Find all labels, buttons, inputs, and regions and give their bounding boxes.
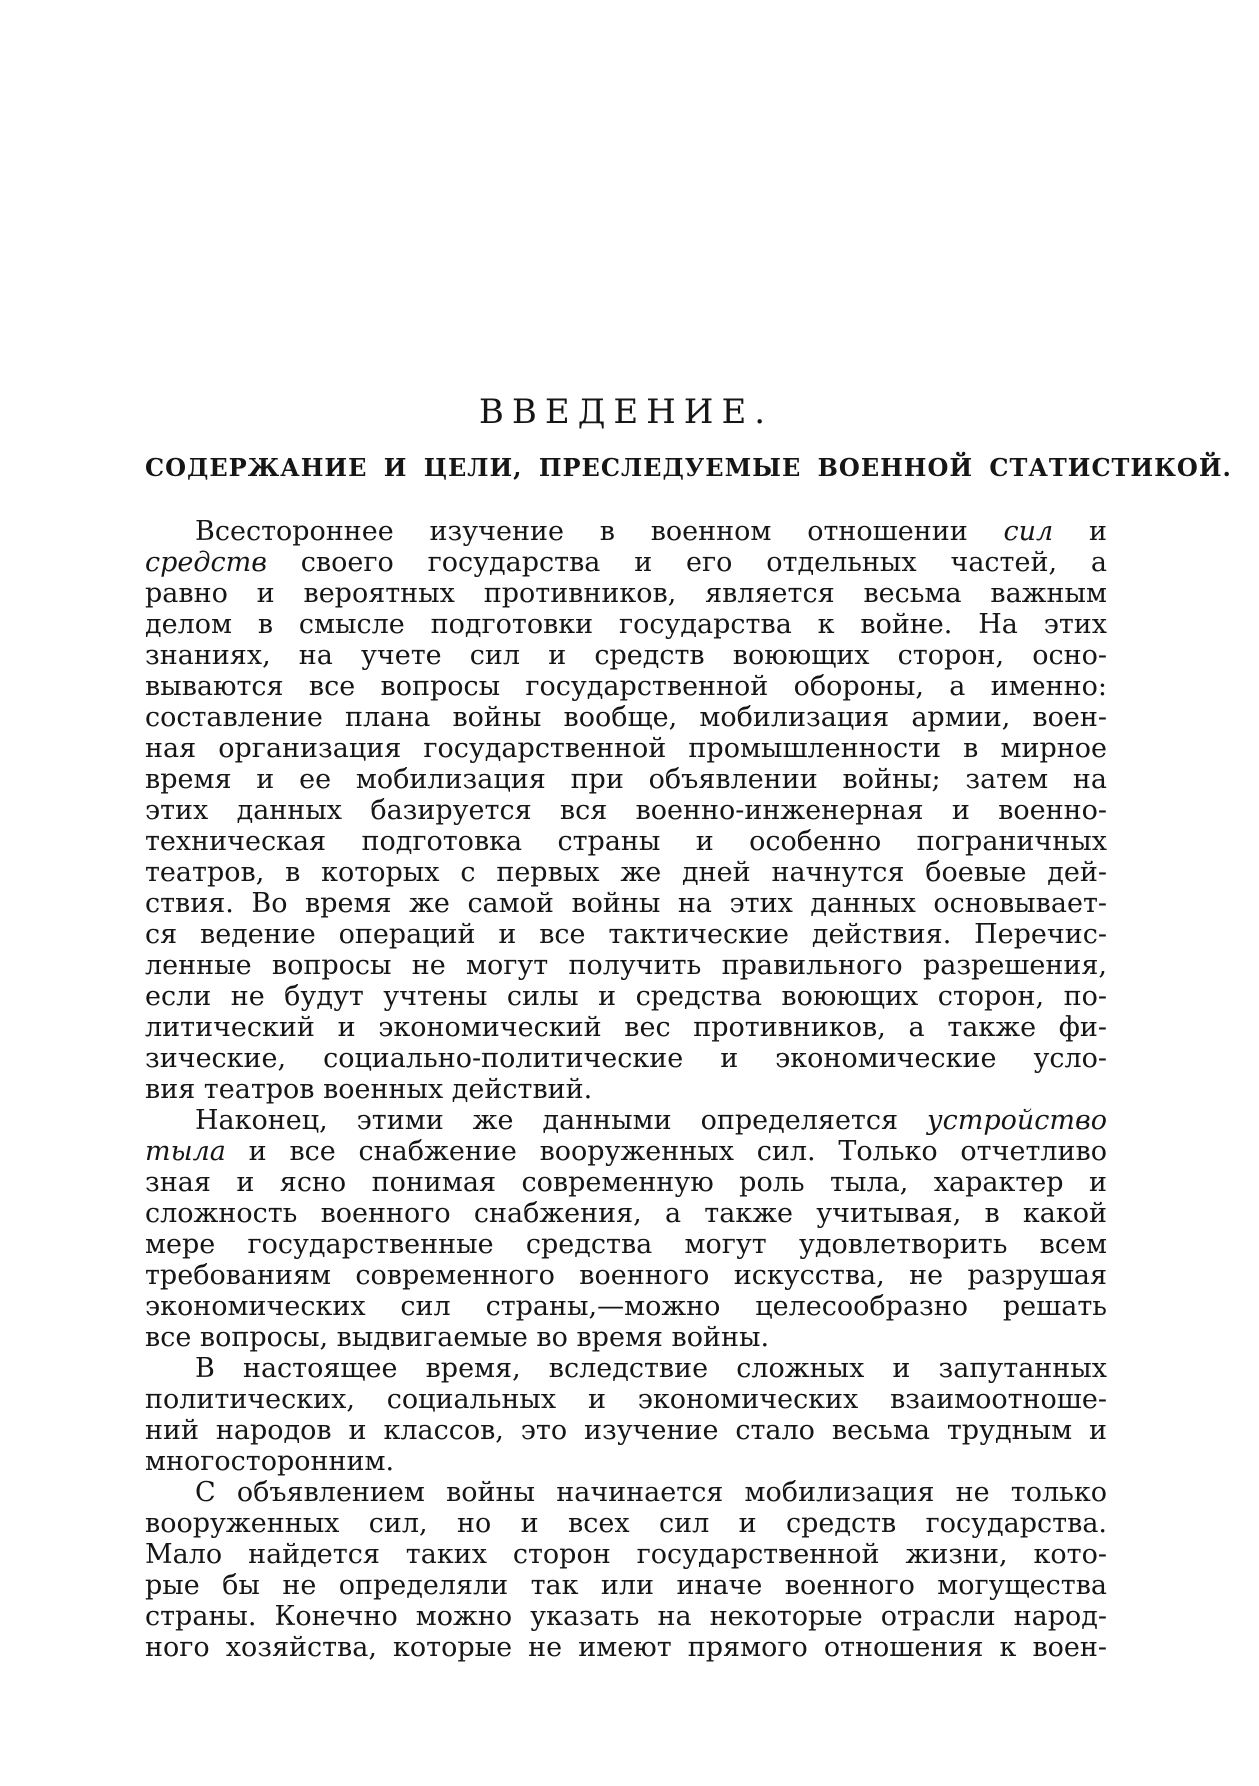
text-segment: зические, социально-политические и экономические усло- [145, 1043, 1107, 1074]
text-line [145, 1632, 1107, 1663]
text-segment: ного хозяйства, которые не имеют прямого отношения к воен- [145, 1632, 1107, 1663]
text-line [145, 1043, 1107, 1074]
page-title: ВВЕДЕНИЕ. [478, 392, 774, 432]
text-line [145, 1012, 1107, 1043]
emphasized-text: средств [145, 547, 267, 578]
text-segment: Наконец, этими же данными определяется [195, 1105, 927, 1136]
text-segment: время и ее мобилизация при объявлении войны; затем на [145, 764, 1107, 795]
text-segment: вываются все вопросы государственной обороны, а именно: [145, 671, 1107, 702]
text-line [145, 1105, 1107, 1136]
text-line [145, 1074, 1107, 1105]
text-line [145, 1353, 1107, 1384]
text-segment: ся ведение операций и все тактические действия. Перечис- [145, 919, 1107, 950]
text-segment: политических, социальных и экономических взаимоотноше- [145, 1384, 1107, 1415]
text-segment: С объявлением войны начинается мобилизация не только [195, 1477, 1107, 1508]
text-segment: Всестороннее изучение в военном отношении [195, 516, 1004, 547]
text-line [145, 1322, 1107, 1353]
text-segment: вия театров военных действий. [145, 1074, 593, 1105]
text-segment: все вопросы, выдвигаемые во время войны. [145, 1322, 770, 1353]
text-segment: экономических сил страны,—можно целесообразно решать [145, 1291, 1107, 1322]
text-line [145, 547, 1107, 578]
text-line [145, 516, 1107, 547]
text-segment: равно и вероятных противников, является весьма важным [145, 578, 1107, 609]
text-line [145, 578, 1107, 609]
text-segment: мере государственные средства могут удовлетворить всем [145, 1229, 1107, 1260]
text-line [145, 733, 1107, 764]
text-segment: ная организация государственной промышленности в мирное [145, 733, 1107, 764]
text-segment: требованиям современного военного искусства, не разрушая [145, 1260, 1107, 1291]
text-block [145, 392, 1232, 1663]
text-line [145, 795, 1107, 826]
text-segment: вооруженных сил, но и всех сил и средств государства. [145, 1508, 1107, 1539]
text-segment: ний народов и классов, это изучение стало весьма трудным и [145, 1415, 1107, 1446]
text-line [145, 1198, 1107, 1229]
text-line [145, 1291, 1107, 1322]
text-line [145, 950, 1107, 981]
text-segment: и [1053, 516, 1107, 547]
text-line [145, 1601, 1107, 1632]
text-line [145, 857, 1107, 888]
text-segment: и все снабжение вооруженных сил. Только отчетливо [225, 1136, 1107, 1167]
text-segment: Мало найдется таких сторон государственной жизни, кото- [145, 1539, 1107, 1570]
text-line [145, 609, 1107, 640]
text-segment: ствия. Во время же самой войны на этих данных основывает- [145, 888, 1107, 919]
text-segment: техническая подготовка страны и особенно пограничных [145, 826, 1107, 857]
text-segment: рые бы не определяли так или иначе военного могущества [145, 1570, 1107, 1601]
text-segment: знаниях, на учете сил и средств воюющих сторон, осно- [145, 640, 1107, 671]
text-segment: ленные вопросы не могут получить правильного разрешения, [145, 950, 1107, 981]
emphasized-text: устройство [926, 1105, 1107, 1136]
text-segment: литический и экономический вес противников, а также фи- [145, 1012, 1107, 1043]
text-segment: театров, в которых с первых же дней начнутся боевые дей- [145, 857, 1107, 888]
text-line [145, 1229, 1107, 1260]
text-line [145, 1415, 1107, 1446]
page-subtitle: СОДЕРЖАНИЕ И ЦЕЛИ, ПРЕСЛЕДУЕМЫЕ ВОЕННОЙ СТАТИСТИКОЙ. [145, 453, 1232, 482]
emphasized-text: тыла [145, 1136, 226, 1167]
text-line [145, 1384, 1107, 1415]
text-line [145, 919, 1107, 950]
text-line [145, 1508, 1107, 1539]
text-line [145, 1477, 1107, 1508]
text-line [145, 1570, 1107, 1601]
text-segment: страны. Конечно можно указать на некоторые отрасли народ- [145, 1601, 1107, 1632]
text-line [145, 981, 1107, 1012]
text-line [145, 671, 1107, 702]
text-segment: если не будут учтены силы и средства воюющих сторон, по- [145, 981, 1107, 1012]
text-line [145, 640, 1107, 671]
text-line [145, 1539, 1107, 1570]
text-line [145, 826, 1107, 857]
text-segment: этих данных базируется вся военно-инженерная и военно- [145, 795, 1107, 826]
text-line [145, 702, 1107, 733]
text-line [145, 1167, 1107, 1198]
text-segment: сложность военного снабжения, а также учитывая, в какой [145, 1198, 1107, 1229]
text-line [145, 764, 1107, 795]
text-segment: зная и ясно понимая современную роль тыла, характер и [145, 1167, 1107, 1198]
text-line [145, 1446, 1107, 1477]
text-line [145, 1260, 1107, 1291]
text-line [145, 888, 1107, 919]
text-segment: своего государства и его отдельных частей, а [266, 547, 1107, 578]
text-segment: составление плана войны вообще, мобилизация армии, воен- [145, 702, 1107, 733]
text-segment: многосторонним. [145, 1446, 395, 1477]
body-text [145, 516, 1107, 1663]
text-segment: В настоящее время, вследствие сложных и запутанных [195, 1353, 1107, 1384]
emphasized-text: сил [1003, 516, 1054, 547]
text-line [145, 1136, 1107, 1167]
text-segment: делом в смысле подготовки государства к войне. На этих [145, 609, 1107, 640]
